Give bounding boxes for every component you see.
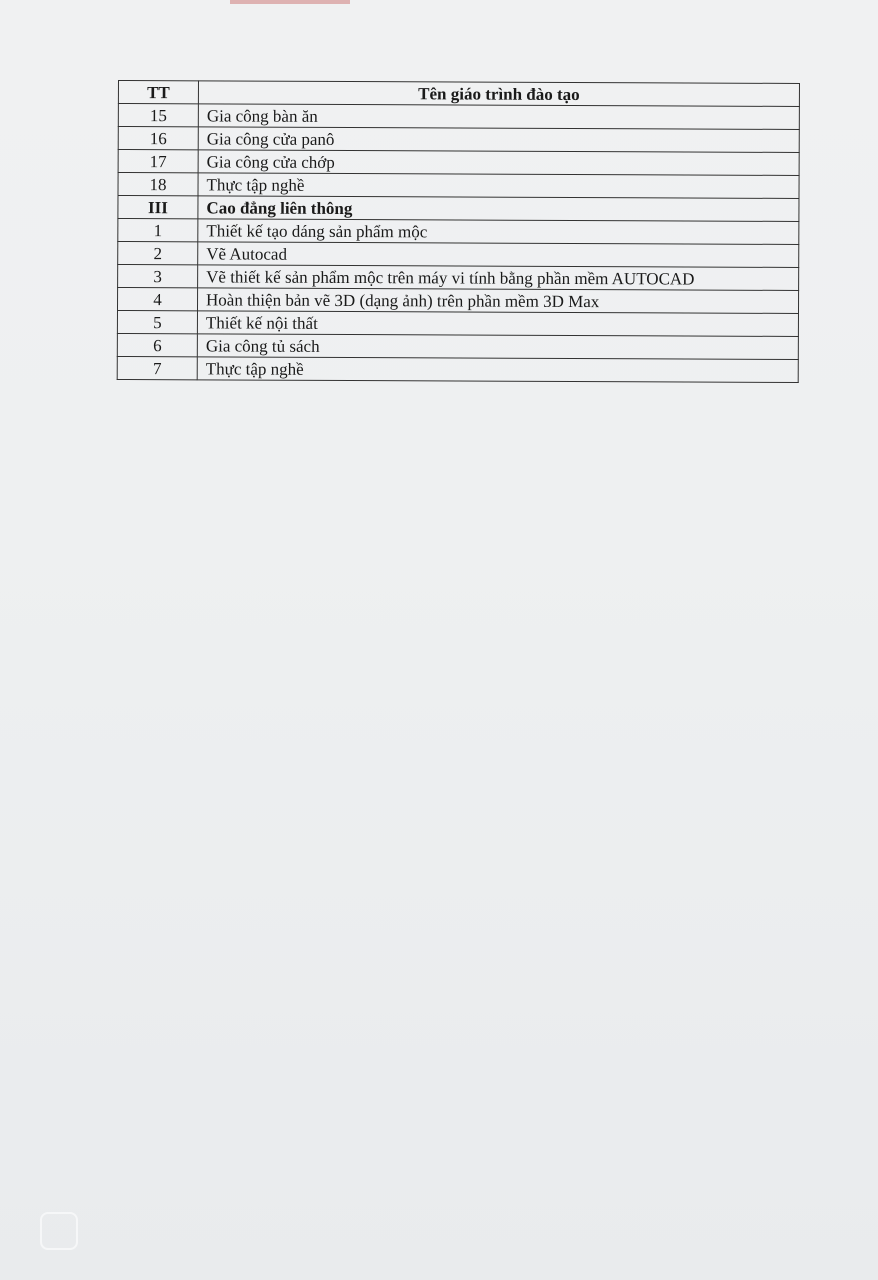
table-row <box>118 127 799 153</box>
row-course-name: Thiết kế nội thất <box>197 311 798 337</box>
row-tt: 16 <box>118 127 198 150</box>
row-tt: 7 <box>117 356 197 379</box>
course-table-container <box>117 80 800 383</box>
table-row <box>118 265 799 291</box>
table-row <box>117 311 798 337</box>
row-course-name: Gia công cửa chớp <box>198 150 799 176</box>
table-row <box>118 104 799 130</box>
row-tt: 1 <box>118 219 198 242</box>
row-course-name: Gia công bàn ăn <box>198 104 799 130</box>
row-tt: 15 <box>118 104 198 127</box>
row-tt: 17 <box>118 150 198 173</box>
row-course-name: Cao đẳng liên thông <box>198 196 799 222</box>
table-row <box>118 242 799 268</box>
row-tt: 6 <box>117 333 197 356</box>
course-table <box>117 80 800 383</box>
row-course-name: Gia công cửa panô <box>198 127 799 153</box>
table-row <box>117 356 798 382</box>
camera-app-icon <box>40 1212 78 1250</box>
row-course-name: Hoàn thiện bản vẽ 3D (dạng ảnh) trên phần mềm 3D Max <box>197 288 798 314</box>
row-tt: 5 <box>117 311 197 334</box>
header-course-name: Tên giáo trình đào tạo <box>198 81 799 107</box>
row-tt: 18 <box>118 173 198 196</box>
table-row <box>117 288 798 314</box>
row-course-name: Vẽ Autocad <box>198 242 799 268</box>
header-tt: TT <box>118 81 198 104</box>
table-row <box>117 333 798 359</box>
row-tt: 3 <box>118 265 198 288</box>
row-tt: 4 <box>117 288 197 311</box>
row-course-name: Thiết kế tạo dáng sản phẩm mộc <box>198 219 799 245</box>
row-course-name: Vẽ thiết kế sản phẩm mộc trên máy vi tính bằng phần mềm AUTOCAD <box>198 265 799 291</box>
row-tt: 2 <box>118 242 198 265</box>
row-course-name: Thực tập nghề <box>197 357 798 383</box>
row-tt: III <box>118 196 198 219</box>
table-row <box>118 150 799 176</box>
top-edge-mark <box>230 0 350 4</box>
table-header-row <box>118 81 799 107</box>
row-course-name: Thực tập nghề <box>198 173 799 199</box>
table-row <box>118 173 799 199</box>
table-row <box>118 219 799 245</box>
section-row <box>118 196 799 222</box>
camera-watermark <box>40 1212 78 1250</box>
row-course-name: Gia công tủ sách <box>197 334 798 360</box>
table-body <box>117 104 799 383</box>
